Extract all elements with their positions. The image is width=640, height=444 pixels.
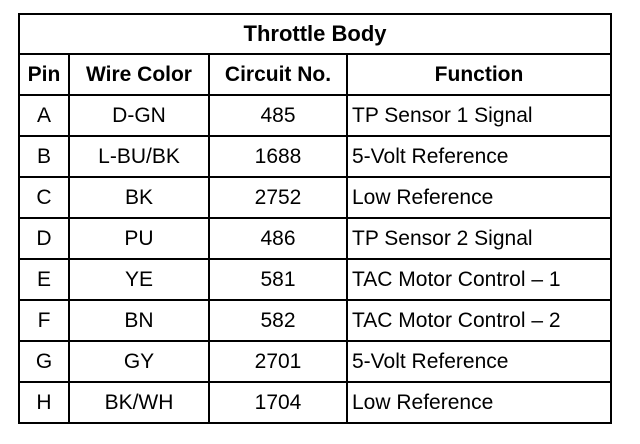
cell-circuit-no: 2752	[209, 177, 347, 218]
cell-pin: A	[19, 95, 69, 136]
cell-wire-color: L-BU/BK	[69, 136, 209, 177]
cell-pin: E	[19, 259, 69, 300]
cell-function: TP Sensor 1 Signal	[347, 95, 611, 136]
cell-circuit-no: 485	[209, 95, 347, 136]
cell-circuit-no: 581	[209, 259, 347, 300]
cell-function: TAC Motor Control – 2	[347, 300, 611, 341]
cell-wire-color: BN	[69, 300, 209, 341]
cell-wire-color: BK	[69, 177, 209, 218]
cell-pin: C	[19, 177, 69, 218]
table-row	[19, 136, 611, 177]
cell-function: TAC Motor Control – 1	[347, 259, 611, 300]
header-pin: Pin	[19, 54, 69, 95]
table-title: Throttle Body	[19, 14, 611, 54]
table-row	[19, 177, 611, 218]
cell-circuit-no: 1704	[209, 382, 347, 423]
table-row	[19, 382, 611, 423]
cell-wire-color: D-GN	[69, 95, 209, 136]
throttle-body-connector-table	[18, 13, 612, 424]
cell-pin: F	[19, 300, 69, 341]
table-header-row	[19, 54, 611, 95]
cell-pin: B	[19, 136, 69, 177]
cell-function: 5-Volt Reference	[347, 136, 611, 177]
cell-function: Low Reference	[347, 382, 611, 423]
cell-wire-color: BK/WH	[69, 382, 209, 423]
table-title-row	[19, 14, 611, 54]
table-row	[19, 218, 611, 259]
cell-function: Low Reference	[347, 177, 611, 218]
cell-pin: H	[19, 382, 69, 423]
cell-wire-color: PU	[69, 218, 209, 259]
header-wire-color: Wire Color	[69, 54, 209, 95]
connector-table-container	[18, 13, 610, 424]
cell-pin: D	[19, 218, 69, 259]
table-row	[19, 300, 611, 341]
cell-circuit-no: 582	[209, 300, 347, 341]
cell-circuit-no: 1688	[209, 136, 347, 177]
table-row	[19, 259, 611, 300]
header-circuit-no: Circuit No.	[209, 54, 347, 95]
cell-wire-color: GY	[69, 341, 209, 382]
cell-pin: G	[19, 341, 69, 382]
header-function: Function	[347, 54, 611, 95]
table-row	[19, 341, 611, 382]
cell-wire-color: YE	[69, 259, 209, 300]
cell-function: TP Sensor 2 Signal	[347, 218, 611, 259]
cell-function: 5-Volt Reference	[347, 341, 611, 382]
cell-circuit-no: 486	[209, 218, 347, 259]
table-row	[19, 95, 611, 136]
cell-circuit-no: 2701	[209, 341, 347, 382]
